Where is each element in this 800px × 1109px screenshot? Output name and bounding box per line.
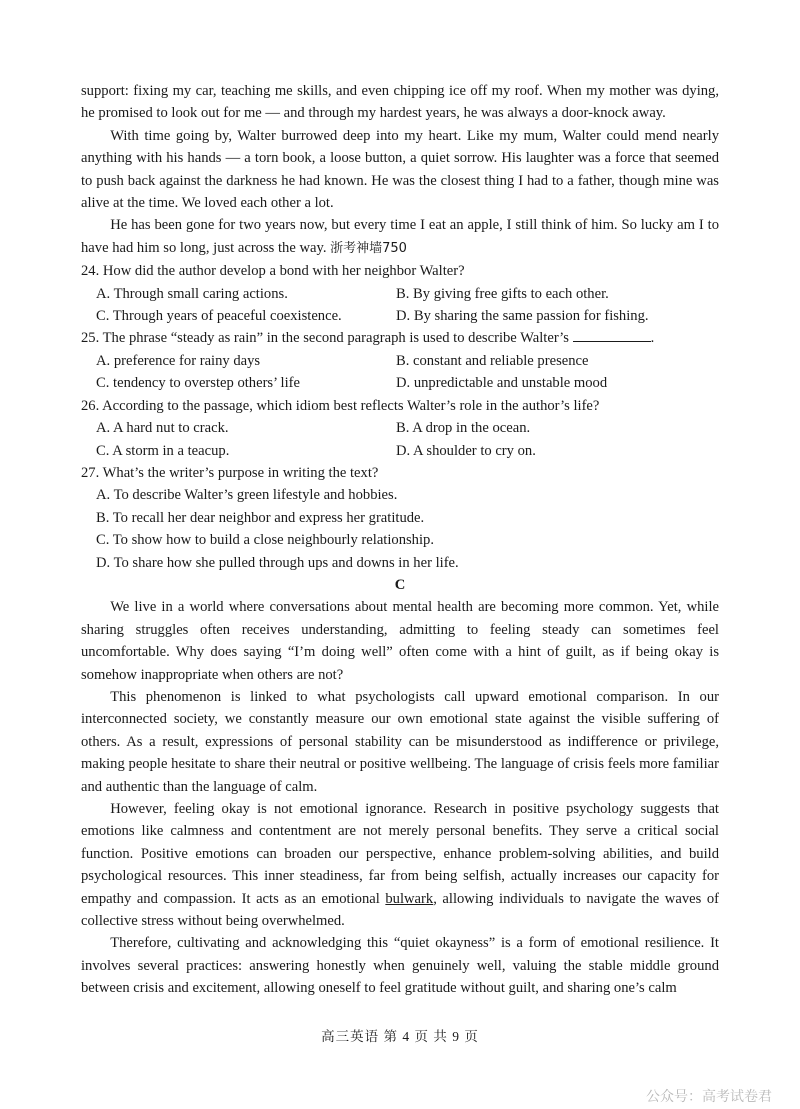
option-a: A. To describe Walter’s green lifestyle and hobbies. <box>96 487 398 504</box>
passage-c-paragraph-2: This phenomenon is linked to what psychologists call upward emotional comparison. In our interconnected society, we constantly measure our own emotional state against the visible suffering of others. As a result, expressions of personal stability can be misunderstood as indifference or privilege, making people hesitate to share their neutral or positive wellbeing. The language of crisis feels more familiar and authentic than the language of calm. <box>81 688 719 795</box>
question-stem-text: 25. The phrase “steady as rain” in the second paragraph is used to describe Walter’s <box>81 330 569 347</box>
answer-blank <box>573 329 651 342</box>
paragraph-text: However, feeling okay is not emotional ignorance. Research in positive psychology suggests that emotions like calmness and contentment are not merely personal benefits. They serve a critical social function. Positive emotions can broaden our perspective, enhance problem-solving abilities, and build psychological resources. This inner steadiness, far from being selfish, actually increases our capacity for empathy and compassion. It acts as an emotional <box>81 801 719 907</box>
inline-mark: 浙考神墙750 <box>330 240 407 256</box>
option-b: B. To recall her dear neighbor and express her gratitude. <box>96 509 425 526</box>
option-b: B. By giving free gifts to each other. <box>396 285 609 302</box>
option-a: A. A hard nut to crack. <box>96 420 229 437</box>
question-stem: 24. How did the author develop a bond with her neighbor Walter? <box>81 263 465 280</box>
option-d: D. By sharing the same passion for fishing. <box>396 308 649 325</box>
question-stem: 26. According to the passage, which idiom best reflects Walter’s role in the author’s life? <box>81 397 600 414</box>
passage-b-paragraph-3-text: He has been gone for two years now, but every time I eat an apple, I still think of him. So lucky am I to have had him so long, just across the way. <box>81 217 719 256</box>
option-c: C. To show how to build a close neighbourly relationship. <box>96 532 434 549</box>
page-footer: 高三英语 第 4 页 共 9 页 <box>321 1029 479 1044</box>
underlined-word: bulwark <box>385 890 434 907</box>
passage-c-paragraph-4: Therefore, cultivating and acknowledging this “quiet okayness” is a form of emotional resilience. It involves several practices: answering honestly when genuinely well, valuing the stable middle ground between crisis and excitement, allowing oneself to feel gratitude without guilt, and sharing one’s calm <box>81 935 719 997</box>
section-heading-c: C <box>394 576 406 593</box>
option-c: C. tendency to overstep others’ life <box>96 375 300 392</box>
watermark: 公众号：高考试卷君 <box>646 1089 772 1105</box>
question-stem <box>81 327 719 349</box>
question-24 <box>81 260 719 327</box>
option-d: D. To share how she pulled through ups and downs in her life. <box>96 554 459 571</box>
question-stem: 27. What’s the writer’s purpose in writing the text? <box>81 464 379 481</box>
passage-b-paragraph-3 <box>81 214 719 260</box>
question-27 <box>81 462 719 574</box>
exam-page <box>81 80 719 1000</box>
passage-b-paragraph-1: support: fixing my car, teaching me skills, and even chipping ice off my roof. When my mother was dying, he promised to look out for me — and through my hardest years, he was always a door-knock away. <box>81 83 719 122</box>
passage-c-paragraph-1: We live in a world where conversations about mental health are becoming more common. Yet, while sharing struggles often receives understanding, admitting to feeling steady can sometimes feel uncomfortable. Why does saying “I’m doing well” often come with a hint of guilt, as if being okay is somehow inappropriate when others are not? <box>81 599 719 683</box>
question-26 <box>81 395 719 462</box>
option-d: D. unpredictable and unstable mood <box>396 375 608 392</box>
option-a: A. preference for rainy days <box>96 352 261 369</box>
option-c: C. A storm in a teacup. <box>96 442 230 459</box>
question-stem-end: . <box>650 330 655 347</box>
question-25 <box>81 327 719 394</box>
paragraph-text-end: , allowing individuals to navigate the waves of collective stress without being overwhelmed. <box>81 890 720 930</box>
passage-c-paragraph-3 <box>81 798 719 932</box>
option-c: C. Through years of peaceful coexistence. <box>96 308 342 325</box>
option-b: B. A drop in the ocean. <box>396 420 531 437</box>
option-a: A. Through small caring actions. <box>96 285 288 302</box>
option-d: D. A shoulder to cry on. <box>396 442 536 459</box>
passage-b-paragraph-2: With time going by, Walter burrowed deep into my heart. Like my mum, Walter could mend nearly anything with his hands — a torn book, a loose button, a quiet sorrow. His laughter was a force that seemed to push back against the darkness he had known. He was the closest thing I had to a father, though mine was alive at the time. We loved each other a lot. <box>81 127 719 212</box>
option-b: B. constant and reliable presence <box>396 352 589 369</box>
